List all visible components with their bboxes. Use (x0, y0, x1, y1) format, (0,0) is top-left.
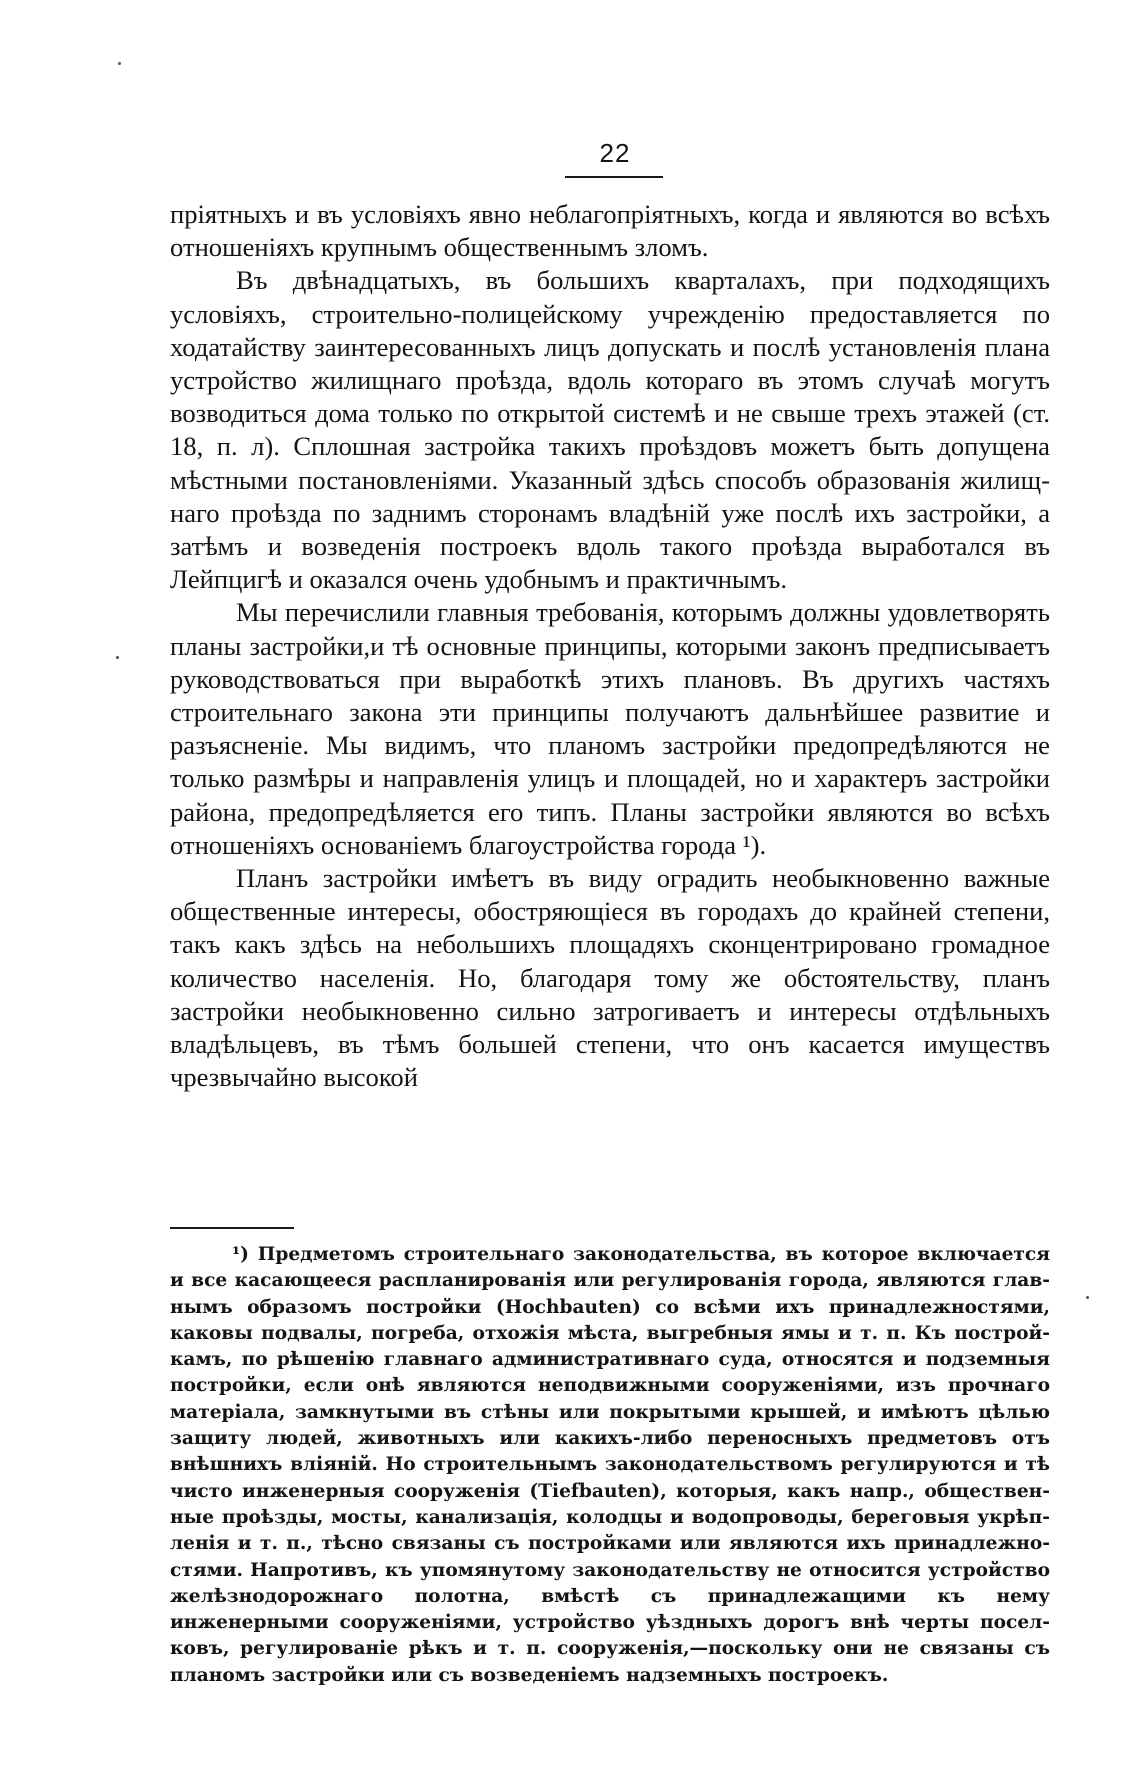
footnote: ¹) Предметомъ строительнаго законодательства, въ которое включается и все касающееся распланированія или регулированія города, являются главнымъ образомъ постройки (Hochbauten) со всѣми ихъ принадлежностями, каковы подвалы, погреба, отхожія мѣста, выгребныя ямы и т. п. Къ постройкамъ, по рѣшенію главнаго административнаго суда, относятся и подземныя постройки, если онѣ являются неподвижными сооруженіями, изъ прочнаго матеріала, замкнутыми въ стѣны или покрытыми крышей, и имѣютъ цѣлью защиту людей, животныхъ или какихъ-либо переносныхъ предметовъ отъ внѣшнихъ вліяній. Но строительнымъ законодательствомъ регулируются и тѣ чисто инженерныя сооруженія (Tiefbauten), которыя, какъ напр., общественные проѣзды, мосты, канализація, колодцы и водопроводы, береговыя укрѣпленія и т. п., тѣсно связаны съ постройками или являются ихъ принадлежностями. Напротивъ, къ упомянутому законодательству не относится устройство желѣзнодорожнаго полотна, вмѣстѣ съ принадлежащими къ нему инженерными сооруженіями, устройство уѣздныхъ дорогъ внѣ черты поселковъ, регулированіе рѣкъ и т. п. сооруженія,—поскольку они не связаны съ планомъ застройки или съ возведеніемъ надземныхъ построекъ. (170, 1244, 1050, 1686)
scan-speck (116, 656, 119, 659)
paragraph-continuation: пріятныхъ и въ условіяхъ явно неблагопріятныхъ, когда и являются во всѣхъ отношеніяхъ крупнымъ общественнымъ зломъ. (170, 199, 1050, 263)
page-number: 22 (599, 138, 631, 168)
scan-speck (118, 62, 121, 65)
footnote-separator (170, 1227, 294, 1229)
page-number-underline (565, 176, 663, 178)
paragraph: Мы перечислили главныя требованія, которымъ должны удовлетворять планы застройки,и тѣ основные принципы, которыми законъ предписываетъ руководствоваться при выработкѣ этихъ плановъ. Въ другихъ частяхъ строительнаго закона эти принципы получаютъ дальнѣйшее развитие и разъясненіе. Мы видимъ, что планомъ застройки предопредѣляются не только размѣры и направленія улицъ и площадей, но и характеръ застройки района, предопредѣляется его типъ. Планы застройки являются во всѣхъ отношеніяхъ основаніемъ благоустройства города ¹). (170, 597, 1050, 860)
main-text (170, 198, 1050, 1094)
paragraph: Въ двѣнадцатыхъ, въ большихъ кварталахъ, при подходящихъ условіяхъ, строительно-полицейскому учрежденію предоставляется по ходатайству заинтересованныхъ лицъ допускать и послѣ установленія плана устройство жилищнаго проѣзда, вдоль котораго въ этомъ случаѣ могутъ возводиться дома только по открытой системѣ и не свыше трехъ этажей (ст. 18, п. л). Сплошная застройка такихъ проѣздовъ можетъ быть допущена мѣстными постановленіями. Указанный здѣсь способъ образованія жилищнаго проѣзда по заднимъ сторонамъ владѣній уже послѣ ихъ застройки, а затѣмъ и возведенія построекъ вдоль такого проѣзда выработался въ Лейпцигѣ и оказался очень удобнымъ и практичнымъ. (170, 265, 1050, 595)
paragraph: Планъ застройки имѣетъ въ виду оградить необыкновенно важные общественные интересы, обостряющіеся въ городахъ до крайней степени, такъ какъ здѣсь на небольшихъ площадяхъ сконцентрировано громадное количество населенія. Но, благодаря тому же обстоятельству, планъ застройки необыкновенно сильно затрогиваетъ и интересы отдѣльныхъ владѣльцевъ, въ тѣмъ большей степени, что онъ касается имуществъ чрезвычайно высокой (170, 863, 1050, 1093)
scan-speck (1086, 1296, 1089, 1299)
